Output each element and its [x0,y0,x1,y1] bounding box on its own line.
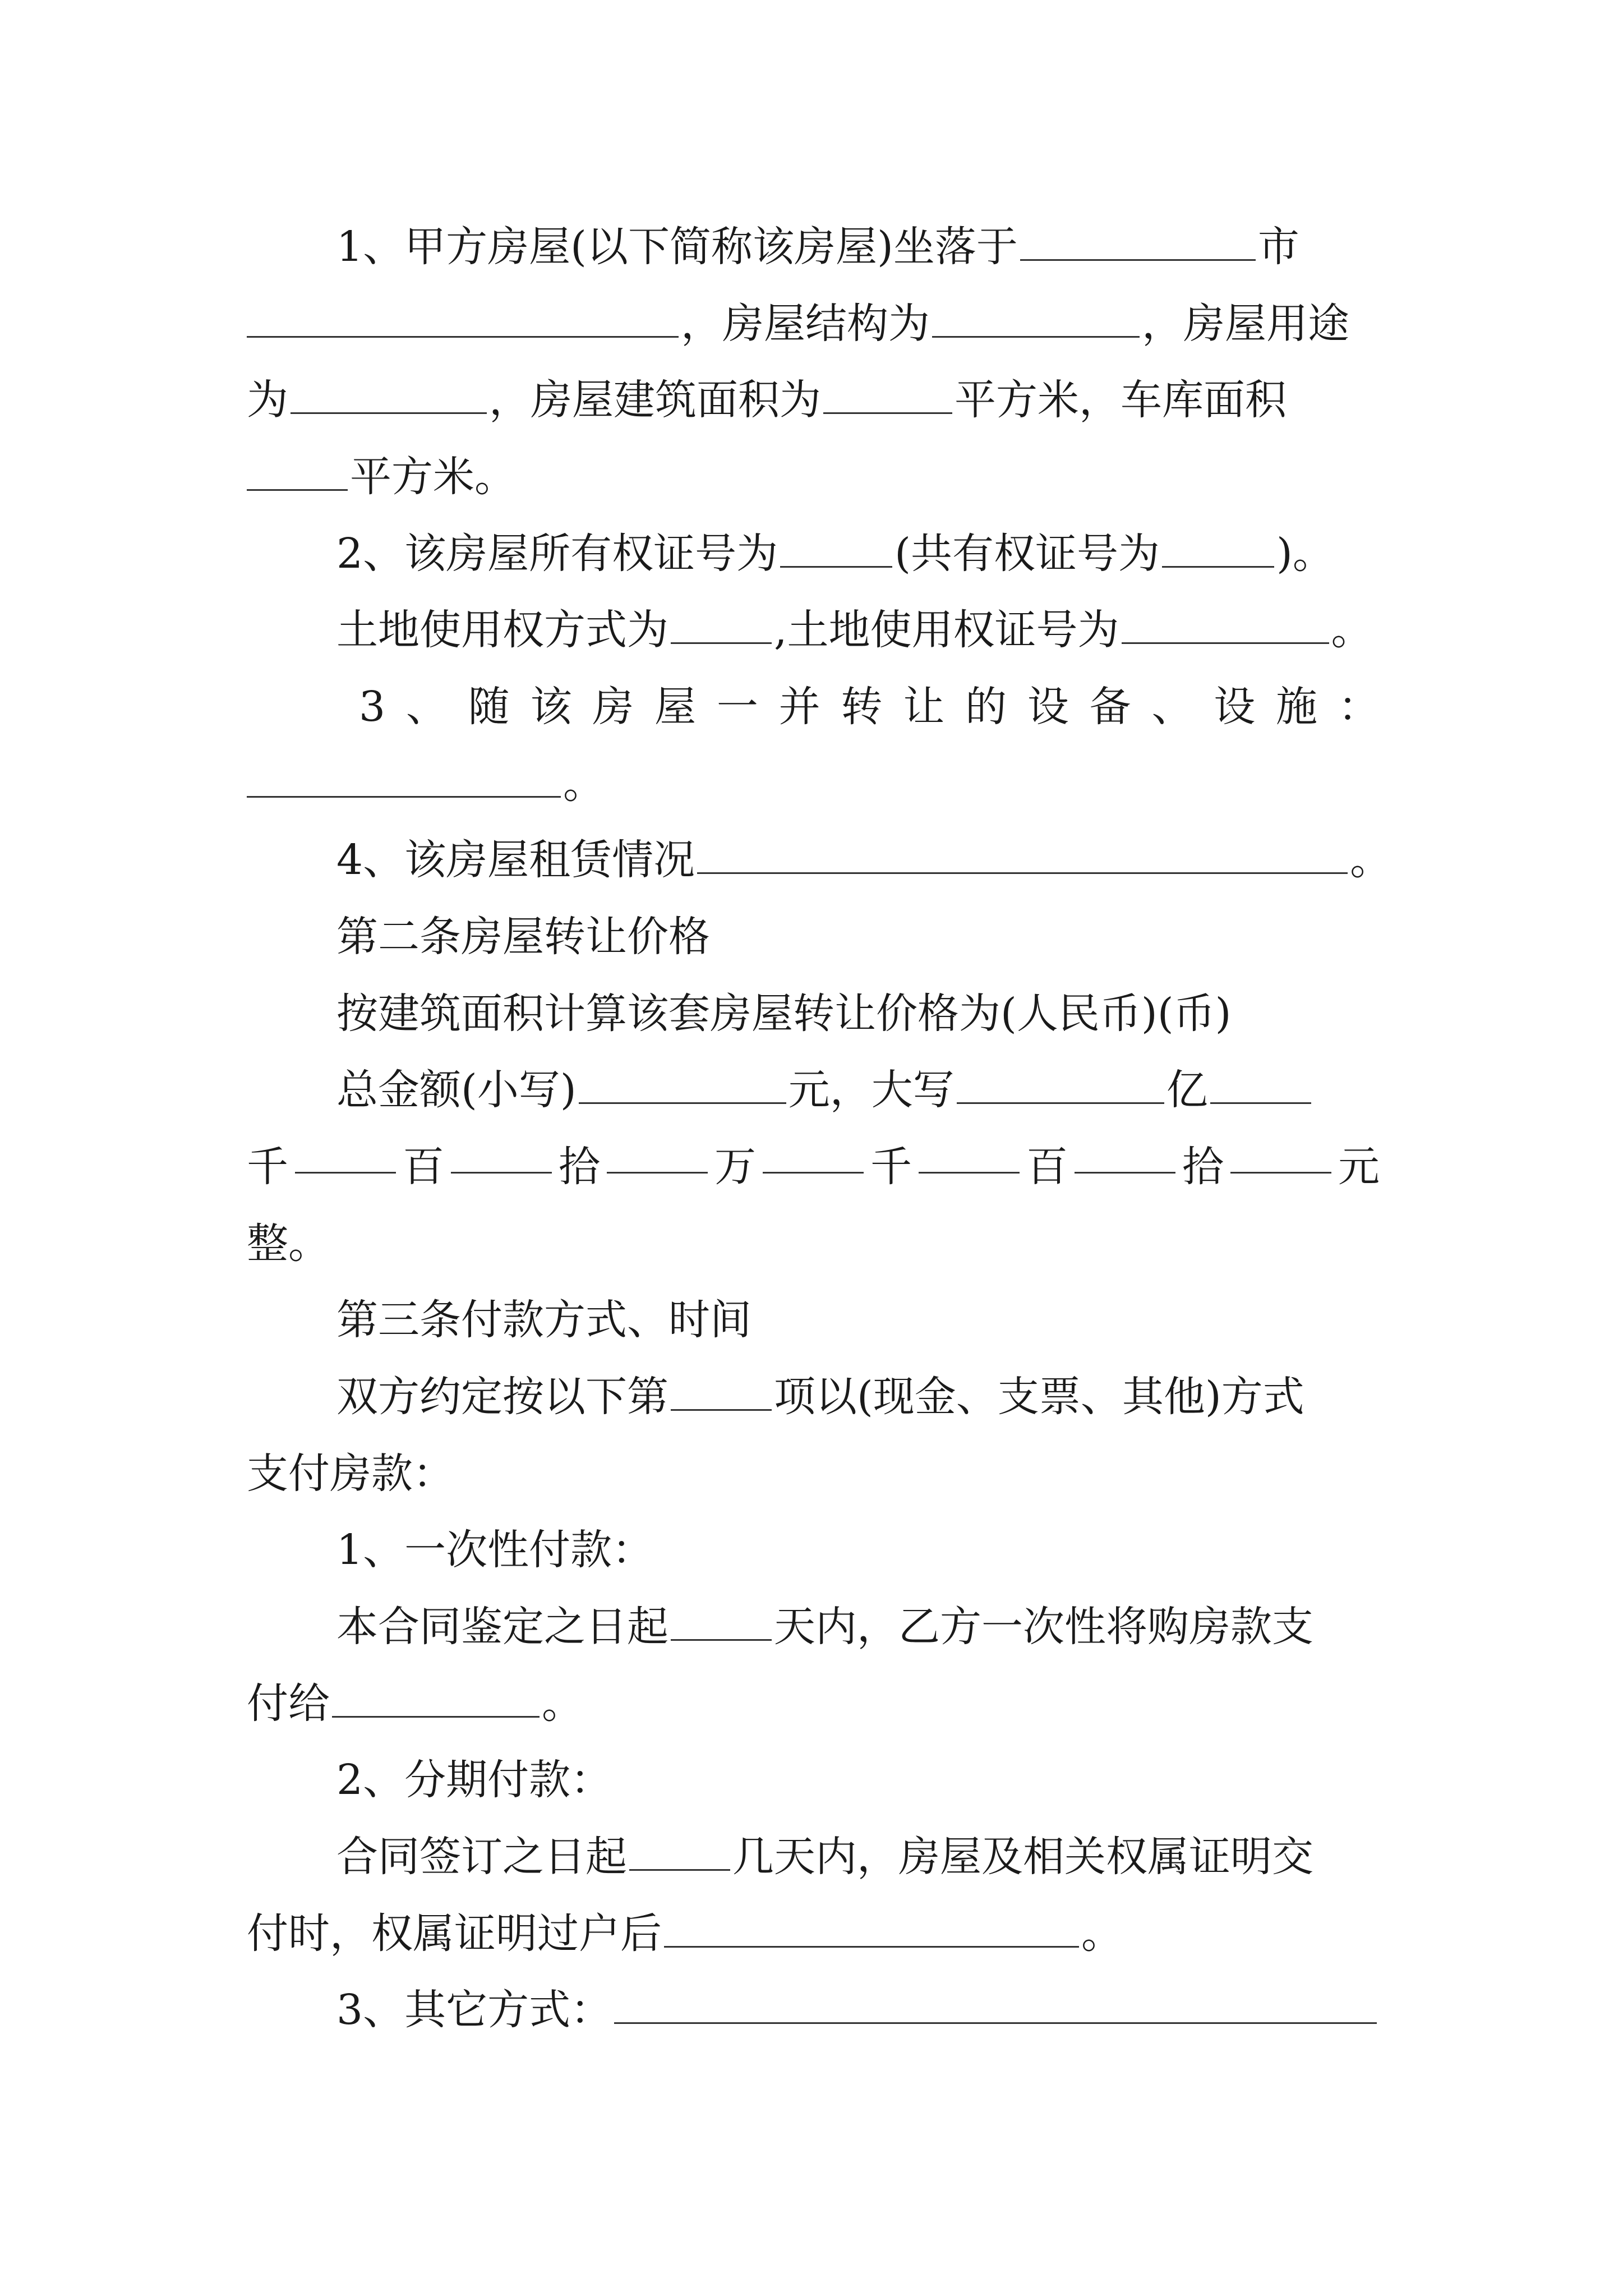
char: 施 [1276,683,1318,731]
char: 备 [1089,683,1131,731]
text: ，房屋用途 [1142,300,1349,348]
article-3-heading [336,1292,1380,1348]
char: 让 [903,683,945,731]
text: 土地使用权方式为 [336,606,668,654]
text: 付时，权属证明过户后 [247,1910,662,1958]
blank-land-use-method[interactable] [671,609,772,644]
text: 2、分期付款： [336,1756,612,1804]
char: 房 [592,683,634,731]
blank-yi[interactable] [1210,1069,1311,1104]
blank-unit[interactable] [607,1139,708,1174]
unit-bai: 百 [403,1143,444,1191]
text: 为 [247,376,288,424]
text: 天内，乙方一次性将购房款支 [774,1603,1313,1651]
amount-units-line [247,1139,1380,1195]
clause-3-line-1 [359,679,1380,735]
blank-usage[interactable] [291,379,487,414]
blank-structure[interactable] [932,303,1140,338]
char: 设 [1214,683,1256,731]
unit-qian: 千 [247,1143,288,1191]
char: 3 [359,683,386,731]
text: 按建筑面积计算该套房屋转让价格为(人民币)(币) [336,990,1232,1038]
blank-payment-option[interactable] [671,1376,772,1411]
blank-unit[interactable] [295,1139,396,1174]
text: 元，大写 [788,1066,955,1114]
blank-payee[interactable] [332,1683,540,1718]
blank-unit[interactable] [919,1139,1020,1174]
blank-unit[interactable] [1075,1139,1175,1174]
text: ,土地使用权证号为 [774,606,1119,654]
text: 付给 [247,1680,330,1728]
blank-ownership-cert[interactable] [780,533,892,568]
blank-lease-status[interactable] [697,839,1348,874]
text: 项以(现金、支票、其他)方式 [774,1373,1304,1421]
blank-amount-words[interactable] [957,1069,1164,1104]
clause-1-line-1 [336,219,1380,275]
installment-heading [336,1752,1380,1808]
text: 合同签订之日起 [336,1833,627,1881]
char: 随 [468,683,510,731]
char: 、 [1151,683,1193,731]
text: 整。 [247,1220,330,1268]
text: 总金额(小写) [336,1066,577,1114]
text: 支付房款： [247,1450,454,1498]
blank-after-transfer[interactable] [664,1913,1079,1948]
blank-co-ownership-cert[interactable] [1162,533,1274,568]
text: 1、甲方房屋(以下简称该房屋)坐落于 [336,223,1018,271]
clause-4-line [336,832,1402,888]
article-2-heading [336,909,1380,965]
clause-3-line-2 [247,756,1380,812]
char: 、 [405,683,448,731]
text: 。 [1350,836,1392,884]
installment-line-1 [336,1829,1380,1885]
text: )。 [1276,530,1334,578]
blank-unit[interactable] [763,1139,864,1174]
unit-shi: 拾 [559,1143,600,1191]
lump-sum-heading [336,1522,1380,1578]
text: 。 [563,760,605,808]
text: 。 [1081,1910,1123,1958]
blank-equipment[interactable] [247,763,561,798]
lump-sum-line-2 [247,1676,1380,1732]
clause-1-line-2 [247,296,1380,352]
text: 4、该房屋租赁情况 [336,836,695,884]
char: 该 [530,683,572,731]
text: ，房屋结构为 [681,300,930,348]
clause-1-line-4 [247,449,1380,505]
char: 设 [1027,683,1069,731]
blank-land-cert[interactable] [1122,609,1329,644]
unit-yuan: 元 [1338,1143,1380,1191]
text: 平方米，车库面积 [955,376,1287,424]
lump-sum-line-1 [336,1599,1380,1655]
text: 本合同鉴定之日起 [336,1603,668,1651]
text: 市 [1257,223,1299,271]
char: 屋 [654,683,697,731]
blank-address[interactable] [247,303,679,338]
blank-installment-days[interactable] [629,1836,730,1871]
blank-unit[interactable] [1230,1139,1331,1174]
blank-garage-area[interactable] [247,456,348,491]
text: 几天内，房屋及相关权属证明交 [732,1833,1313,1881]
text: 双方约定按以下第 [336,1373,668,1421]
text: 3、其它方式： [336,1986,612,2034]
text: 平方米。 [350,453,516,501]
clause-2-line-2 [336,602,1402,658]
text: ，房屋建筑面积为 [489,376,821,424]
text: 亿 [1166,1066,1208,1114]
text: 。 [542,1680,583,1728]
text: 第三条付款方式、时间 [336,1296,751,1344]
installment-line-2 [247,1906,1380,1962]
other-method-line [336,1982,1380,2038]
char: 并 [778,683,820,731]
text: (共有权证号为 [895,530,1160,578]
unit-shi: 拾 [1182,1143,1224,1191]
payment-option-line [336,1369,1380,1425]
char: 一 [716,683,758,731]
blank-area[interactable] [823,379,952,414]
blank-days[interactable] [671,1606,772,1641]
clause-2-line-1 [336,526,1380,582]
unit-bai: 百 [1026,1143,1068,1191]
blank-other-method[interactable] [614,1989,1377,2024]
text: 2、该房屋所有权证号为 [336,530,778,578]
price-basis-line [336,986,1380,1042]
blank-unit[interactable] [451,1139,552,1174]
char: 转 [841,683,883,731]
amount-end-line [247,1216,1380,1272]
payment-option-line-2 [247,1446,1380,1502]
char: 的 [965,683,1007,731]
text: 1、一次性付款： [336,1526,654,1574]
text: 。 [1331,606,1373,654]
unit-qian: 千 [870,1143,912,1191]
char: ： [1338,683,1380,731]
unit-wan: 万 [714,1143,756,1191]
blank-city[interactable] [1020,226,1256,261]
blank-amount-figures[interactable] [579,1069,786,1104]
total-amount-line [336,1062,1380,1118]
text: 第二条房屋转让价格 [336,913,710,961]
clause-1-line-3 [247,372,1380,428]
